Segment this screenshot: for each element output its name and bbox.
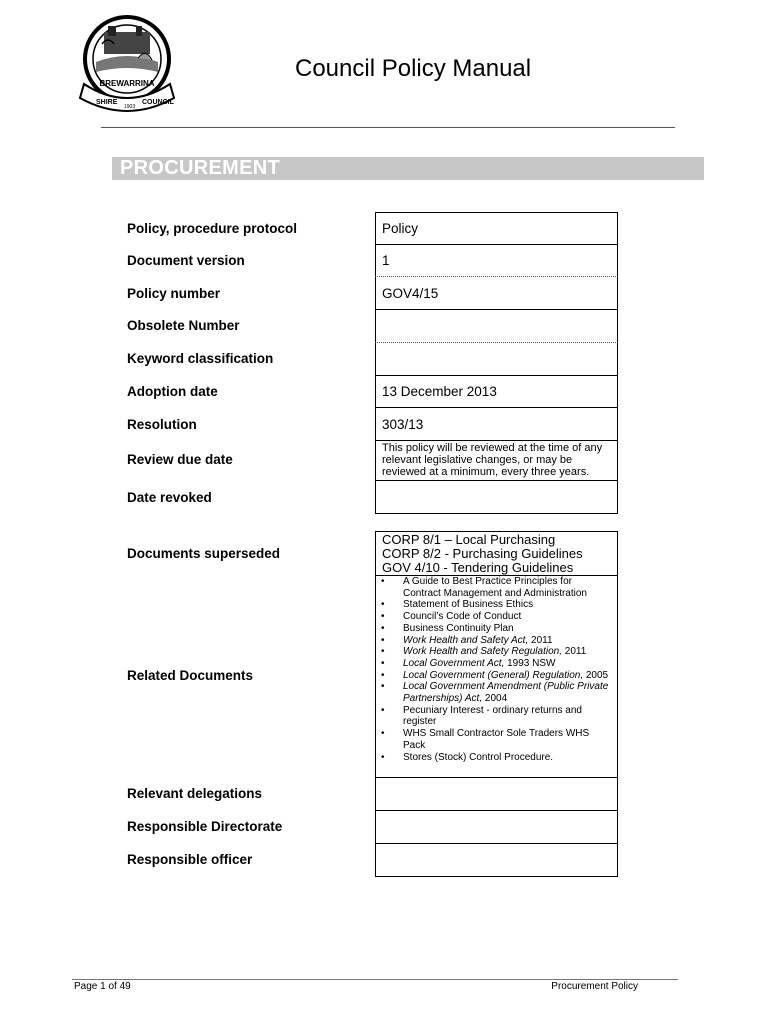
row-divider: [375, 407, 618, 408]
page-title: Council Policy Manual: [295, 55, 532, 82]
value-text: 1: [382, 253, 390, 268]
list-item: [380, 599, 612, 611]
row-divider: [375, 309, 618, 310]
value-text: Policy: [382, 221, 419, 236]
row-divider: [375, 212, 618, 213]
section-title: PROCUREMENT: [120, 157, 280, 179]
list-item: [380, 728, 612, 751]
page-number: Page 1 of 49: [74, 981, 131, 992]
list-item-text: Council’s Code of Conduct: [403, 611, 522, 623]
svg-text:1903: 1903: [124, 104, 136, 110]
row-divider: [375, 480, 618, 481]
label-date-revoked: Date revoked: [127, 490, 212, 505]
label-responsible-officer: Responsible officer: [127, 852, 253, 867]
row-divider: [375, 440, 618, 441]
label-policy-number: Policy number: [127, 286, 221, 301]
value-text: 13 December 2013: [382, 384, 497, 399]
label-adoption-date: Adoption date: [127, 384, 218, 399]
list-item-title: Local Government Amendment (Public Private Partnerships) Act,: [403, 681, 609, 705]
row-divider: [375, 810, 618, 811]
list-item-title: Local Government Act,: [403, 657, 505, 669]
list-item-year: 2011: [561, 646, 587, 658]
list-item-title: Local Government (General) Regulation,: [403, 669, 584, 681]
list-item: [380, 658, 612, 670]
superseded-item: GOV 4/10 - Tendering Guidelines: [382, 560, 574, 575]
label-review-due-date: Review due date: [127, 452, 233, 467]
list-item: [380, 646, 612, 658]
box-left-border: [375, 212, 376, 514]
box-left-border: [375, 531, 376, 877]
list-item: [380, 623, 612, 635]
row-divider: [375, 375, 618, 376]
row-divider: [375, 876, 618, 877]
row-divider: [375, 777, 618, 778]
box-right-border: [617, 531, 618, 877]
svg-text:SHIRE: SHIRE: [96, 99, 118, 106]
superseded-item: CORP 8/1 – Local Purchasing: [382, 532, 556, 547]
label-policy-protocol: Policy, procedure protocol: [127, 221, 298, 236]
footer-document-name: Procurement Policy: [551, 981, 638, 992]
list-item-title: Work Health and Safety Regulation,: [403, 646, 562, 658]
council-logo: [74, 14, 180, 114]
list-item: [380, 670, 612, 682]
value-text: 303/13: [382, 417, 424, 432]
list-item-year: 2004: [482, 693, 508, 705]
row-divider: [375, 342, 618, 343]
list-item-text: Statement of Business Ethics: [403, 599, 534, 611]
list-item-title: Work Health and Safety Act,: [403, 634, 529, 646]
row-divider: [375, 276, 618, 277]
list-item: [380, 576, 612, 599]
list-item: [380, 611, 612, 623]
svg-text:BREWARRINA: BREWARRINA: [99, 79, 155, 88]
list-item-year: 2011: [528, 634, 553, 646]
label-obsolete-number: Obsolete Number: [127, 318, 240, 333]
label-related-documents: Related Documents: [127, 668, 254, 683]
svg-text:COUNCIL: COUNCIL: [142, 99, 174, 106]
row-divider: [375, 843, 618, 844]
superseded-item: CORP 8/2 - Purchasing Guidelines: [382, 546, 583, 561]
box-right-border: [617, 212, 618, 514]
section-banner: [112, 157, 704, 180]
label-resolution: Resolution: [127, 417, 197, 432]
list-item-text: WHS Small Contractor Sole Traders WHS Pack: [403, 728, 590, 751]
label-responsible-directorate: Responsible Directorate: [127, 819, 283, 834]
list-item-text: Business Continuity Plan: [403, 622, 514, 634]
list-item: [380, 705, 612, 728]
related-documents-list: [380, 576, 612, 763]
list-item-text: Pecuniary Interest - ordinary returns and register: [403, 704, 582, 728]
label-documents-superseded: Documents superseded: [127, 546, 281, 561]
list-item: [380, 752, 612, 764]
value-text: This policy will be reviewed at the time of any relevant legislative changes, or may be reviewed at a minimum, every three years.: [382, 442, 603, 478]
list-item-text: A Guide to Best Practice Principles for Contract Management and Administration: [403, 576, 587, 599]
row-divider: [375, 513, 618, 514]
list-item-text: Stores (Stock) Control Procedure.: [403, 751, 554, 763]
label-keyword-classification: Keyword classification: [127, 351, 274, 366]
footer-rule: [72, 979, 678, 980]
label-document-version: Document version: [127, 253, 245, 268]
row-divider: [375, 244, 618, 245]
list-item-year: 2005: [583, 669, 609, 681]
label-relevant-delegations: Relevant delegations: [127, 786, 263, 801]
list-item-year: 1993 NSW: [504, 657, 556, 669]
list-item: [380, 635, 612, 647]
header-rule: [101, 127, 675, 128]
value-text: GOV4/15: [382, 286, 439, 301]
list-item: [380, 681, 612, 704]
